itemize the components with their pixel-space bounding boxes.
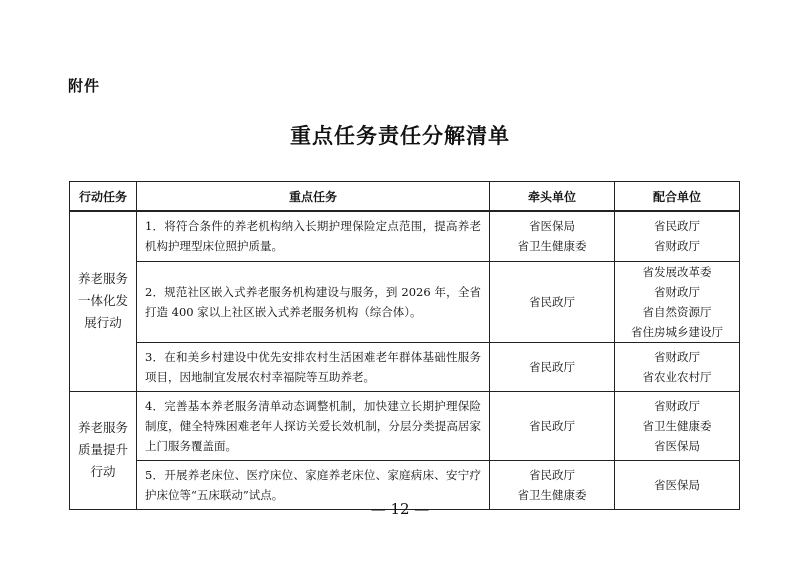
header-support-unit: 配合单位 xyxy=(615,182,740,212)
task-cell: 4．完善基本养老服务清单动态调整机制，加快建立长期护理保险制度，健全特殊困难老年人探访关爱长效机制，分层分类提高居家上门服务覆盖面。 xyxy=(137,391,490,460)
lead-unit: 省民政厅 xyxy=(529,467,575,482)
task-cell: 5．开展养老床位、医疗床位、家庭养老床位、家庭病床、安宁疗护床位等“五床联动”试点。 xyxy=(137,460,490,509)
support-unit: 省财政厅 xyxy=(654,284,700,299)
support-unit: 省卫生健康委 xyxy=(642,418,712,433)
lead-unit-cell xyxy=(490,261,615,342)
support-unit: 省医保局 xyxy=(654,477,700,492)
table-header-row xyxy=(70,182,740,212)
page-number: — 12 — xyxy=(370,500,430,518)
header-key-task: 重点任务 xyxy=(137,182,490,212)
support-unit-cell xyxy=(615,261,740,342)
lead-unit: 省民政厅 xyxy=(529,294,575,309)
support-unit: 省自然资源厅 xyxy=(642,304,712,319)
table-row xyxy=(70,342,740,391)
table-row xyxy=(70,211,740,261)
support-unit-cell xyxy=(615,342,740,391)
support-unit-cell xyxy=(615,391,740,460)
support-unit: 省民政厅 xyxy=(654,219,700,234)
header-action-task: 行动任务 xyxy=(70,182,137,212)
support-unit: 省财政厅 xyxy=(654,398,700,413)
lead-unit-cell xyxy=(490,211,615,261)
lead-unit-cell xyxy=(490,342,615,391)
header-lead-unit: 牵头单位 xyxy=(490,182,615,212)
lead-unit: 省卫生健康委 xyxy=(517,487,587,502)
task-cell: 3．在和美乡村建设中优先安排农村生活困难老年群体基础性服务项目，因地制宜发展农村幸福院等互助养老。 xyxy=(137,342,490,391)
lead-unit: 省卫生健康委 xyxy=(517,239,587,254)
lead-unit: 省民政厅 xyxy=(529,418,575,433)
lead-unit: 省医保局 xyxy=(529,219,575,234)
task-cell: 1．将符合条件的养老机构纳入长期护理保险定点范围，提高养老机构护理型床位照护质量。 xyxy=(137,211,490,261)
support-unit: 省财政厅 xyxy=(654,349,700,364)
lead-unit: 省民政厅 xyxy=(529,359,575,374)
page-title: 重点任务责任分解清单 xyxy=(290,124,510,148)
table-row xyxy=(70,391,740,460)
support-unit: 省农业农村厅 xyxy=(642,369,712,384)
category-cell: 养老服务质量提升行动 xyxy=(70,391,137,509)
support-unit-cell xyxy=(615,211,740,261)
responsibility-table xyxy=(69,181,740,510)
support-unit: 省医保局 xyxy=(654,438,700,453)
lead-unit-cell xyxy=(490,391,615,460)
support-unit: 省发展改革委 xyxy=(642,264,712,279)
support-unit: 省住房城乡建设厅 xyxy=(631,324,723,339)
table-row xyxy=(70,261,740,342)
attachment-label: 附件 xyxy=(68,77,101,95)
support-unit: 省财政厅 xyxy=(654,239,700,254)
category-cell: 养老服务一体化发展行动 xyxy=(70,211,137,391)
task-cell: 2．规范社区嵌入式养老服务机构建设与服务，到 2026 年，全省打造 400 家以上社区嵌入式养老服务机构（综合体）。 xyxy=(137,261,490,342)
